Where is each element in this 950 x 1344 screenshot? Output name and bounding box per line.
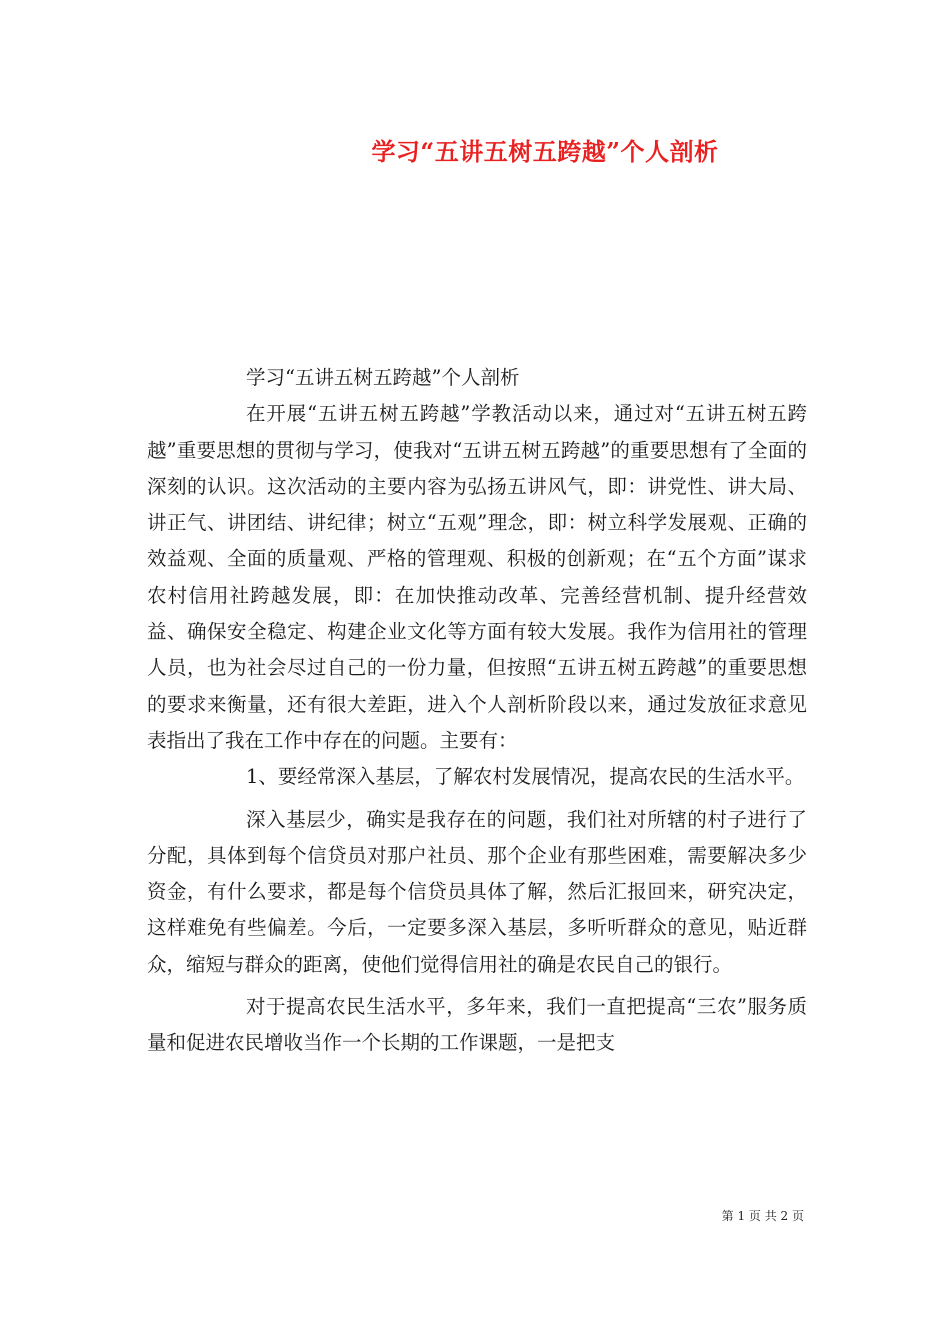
document-title: 学习“五讲五树五跨越”个人剖析 bbox=[371, 137, 719, 166]
body-paragraph: 对于提高农民生活水平，多年来，我们一直把提高“三农”服务质量和促进农民增收当作一个长期的工作课题，一是把支 bbox=[147, 995, 807, 1055]
body-subtitle: 学习“五讲五树五跨越”个人剖析 bbox=[246, 366, 520, 389]
page-indicator: 第 1 页 共 2 页 bbox=[721, 1209, 804, 1223]
body-paragraph: 在开展“五讲五树五跨越”学教活动以来，通过对“五讲五树五跨越”重要思想的贯彻与学习，使我对“五讲五树五跨越”的重要思想有了全面的深刻的认识。这次活动的主要内容为弘扬五讲风气，即：讲党性、讲大局、讲正气、讲团结、讲纪律；树立“五观”理念，即：树立科学发展观、正确的效益观、全面的质量观、严格的管理观、积极的创新观；在“五个方面”谋求农村信用社跨越发展，即：在加快推动改革、完善经营机制、提升经营效益、确保安全稳定、构建企业文化等方面有较大发展。我作为信用社的管理人员，也为社会尽过自己的一份力量，但按照“五讲五树五跨越”的重要思想的要求来衡量，还有很大差距，进入个人剖析阶段以来，通过发放征求意见表指出了我在工作中存在的问题。主要有： bbox=[147, 402, 807, 752]
body-paragraph: 深入基层少，确实是我存在的问题，我们社对所辖的村子进行了分配，具体到每个信贷员对那户社员、那个企业有那些困难，需要解决多少资金，有什么要求，都是每个信贷员具体了解，然后汇报回来，研究决定，这样难免有些偏差。今后，一定要多深入基层，多听听群众的意见，贴近群众，缩短与群众的距离，使他们觉得信用社的确是农民自己的银行。 bbox=[147, 807, 807, 976]
body-paragraph: 1、要经常深入基层，了解农村发展情况，提高农民的生活水平。 bbox=[246, 765, 805, 789]
document-body bbox=[147, 360, 807, 1062]
